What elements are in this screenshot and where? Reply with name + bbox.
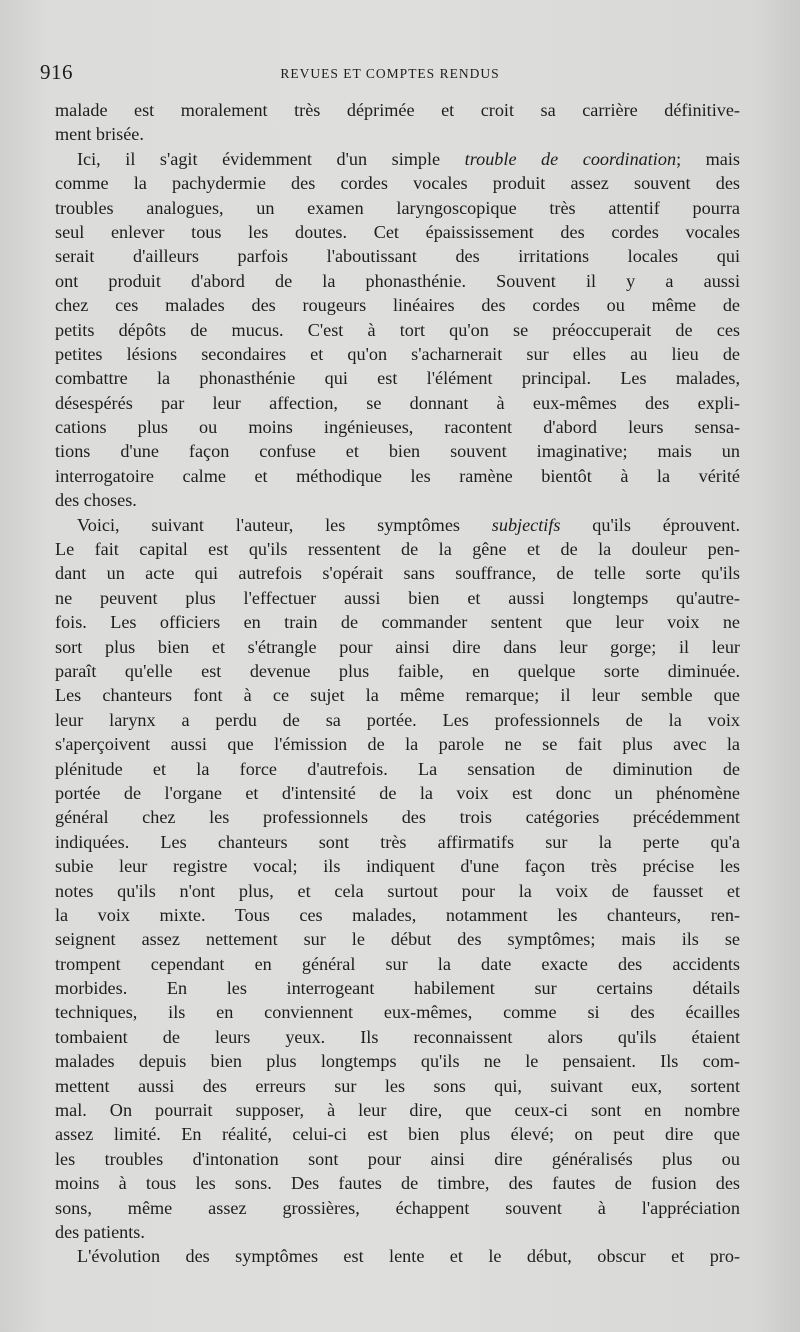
text-line: portée de l'organe et d'intensité de la voix est donc un phénomène [55, 782, 740, 803]
text-line: malade est moralement très déprimée et croit sa carrière définitive- [55, 100, 740, 120]
italic-term: trouble de coordination [464, 148, 677, 169]
text-line [55, 147, 740, 171]
text-line: L'évolution des symptômes est lente et le début, obscur et pro- [77, 1246, 740, 1267]
text-line: Le fait capital est qu'ils ressentent de la gêne et de la douleur pen- [55, 539, 740, 560]
text-line: seul enlever tous les doutes. Cet épaississement des cordes vocales [55, 221, 740, 242]
text-line: chez ces malades des rougeurs linéaires des cordes ou même de [55, 295, 740, 316]
paragraph [55, 147, 740, 513]
text-line: dant un acte qui autrefois s'opérait sans souffrance, de telle sorte qu'ils [55, 563, 740, 584]
paragraph [55, 98, 740, 147]
text-line: Les chanteurs font à ce sujet la même remarque; il leur semble que [55, 685, 740, 706]
text-line: tions d'une façon confuse et bien souvent imaginative; mais un [55, 441, 740, 462]
text-line: des patients. [55, 1221, 145, 1242]
text-line: petites lésions secondaires et qu'on s'acharnerait sur elles au lieu de [55, 343, 740, 364]
text-line: indiquées. Les chanteurs sont très affirmatifs sur la perte qu'a [55, 831, 740, 852]
text-line: ne peuvent plus l'effectuer aussi bien et aussi longtemps qu'autre- [55, 587, 740, 608]
text-line: sort plus bien et s'étrangle pour ainsi dire dans leur gorge; il leur [55, 636, 740, 657]
text-line [55, 513, 740, 537]
text-line: les troubles d'intonation sont pour ainsi dire généralisés plus ou [55, 1148, 740, 1169]
text-line: paraît qu'elle est devenue plus faible, en quelque sorte diminuée. [55, 660, 740, 681]
text-line: trompent cependant en général sur la date exacte des accidents [55, 953, 740, 974]
text-line: interrogatoire calme et méthodique les ramène bientôt à la vérité [55, 465, 740, 486]
text-line: techniques, ils en conviennent eux-mêmes, comme si des écailles [55, 1002, 740, 1023]
text-line: désespérés par leur affection, se donnant à eux-mêmes des expli- [55, 392, 740, 413]
running-head: REVUES ET COMPTES RENDUS [280, 66, 500, 81]
text-line: assez limité. En réalité, celui-ci est bien plus élevé; on peut dire que [55, 1124, 740, 1145]
text-line: morbides. En les interrogeant habilement sur certains détails [55, 978, 740, 999]
text-line: notes qu'ils n'ont plus, et cela surtout pour la voix de fausset et [55, 880, 740, 901]
page-header [40, 60, 740, 90]
text-line: combattre la phonasthénie qui est l'élément principal. Les malades, [55, 368, 740, 389]
text-line: serait d'ailleurs parfois l'aboutissant des irritations locales qui [55, 246, 740, 267]
text-run: Voici, suivant l'auteur, les symptômes [77, 514, 492, 535]
text-line: plénitude et la force d'autrefois. La sensation de diminution de [55, 758, 740, 779]
text-line: sons, même assez grossières, échappent souvent à l'appréciation [55, 1197, 740, 1218]
text-line: leur larynx a perdu de sa portée. Les professionnels de la voix [55, 709, 740, 730]
body-text [55, 98, 740, 1269]
text-line: mal. On pourrait supposer, à leur dire, que ceux-ci sont en nombre [55, 1100, 740, 1121]
page-number: 916 [40, 60, 73, 84]
text-line: seignent assez nettement sur le début des symptômes; mais ils se [55, 929, 740, 950]
text-line: cations plus ou moins ingénieuses, racontent d'abord leurs sensa- [55, 417, 740, 438]
text-line: général chez les professionnels des trois catégories précédemment [55, 807, 740, 828]
text-line: moins à tous les sons. Des fautes de timbre, des fautes de fusion des [55, 1173, 740, 1194]
text-line: des choses. [55, 490, 137, 511]
text-line: mettent aussi des erreurs sur les sons qui, suivant eux, sortent [55, 1075, 740, 1096]
paragraph [55, 1244, 740, 1268]
text-run: qu'ils éprouvent. [560, 514, 740, 535]
italic-term: subjectifs [491, 514, 561, 535]
text-line: subie leur registre vocal; ils indiquent d'une façon très précise les [55, 856, 740, 877]
text-line: fois. Les officiers en train de commander sentent que leur voix ne [55, 612, 740, 633]
paragraph [55, 513, 740, 1245]
text-line: la voix mixte. Tous ces malades, notamment les chanteurs, ren- [55, 904, 740, 925]
text-line: ont produit d'abord de la phonasthénie. Souvent il y a aussi [55, 270, 740, 291]
text-line: s'aperçoivent aussi que l'émission de la parole ne se fait plus avec la [55, 734, 740, 755]
text-line: malades depuis bien plus longtemps qu'ils ne le pensaient. Ils com- [55, 1051, 740, 1072]
text-line: ment brisée. [55, 124, 144, 145]
text-run: Ici, il s'agit évidemment d'un simple [77, 148, 465, 169]
text-line: troubles analogues, un examen laryngoscopique très attentif pourra [55, 197, 740, 218]
text-run: ; mais [676, 148, 741, 169]
text-line: petits dépôts de mucus. C'est à tort qu'on se préoccuperait de ces [55, 319, 740, 340]
text-line: tombaient de leurs yeux. Ils reconnaissent alors qu'ils étaient [55, 1026, 740, 1047]
text-line: comme la pachydermie des cordes vocales produit assez souvent des [55, 173, 740, 194]
